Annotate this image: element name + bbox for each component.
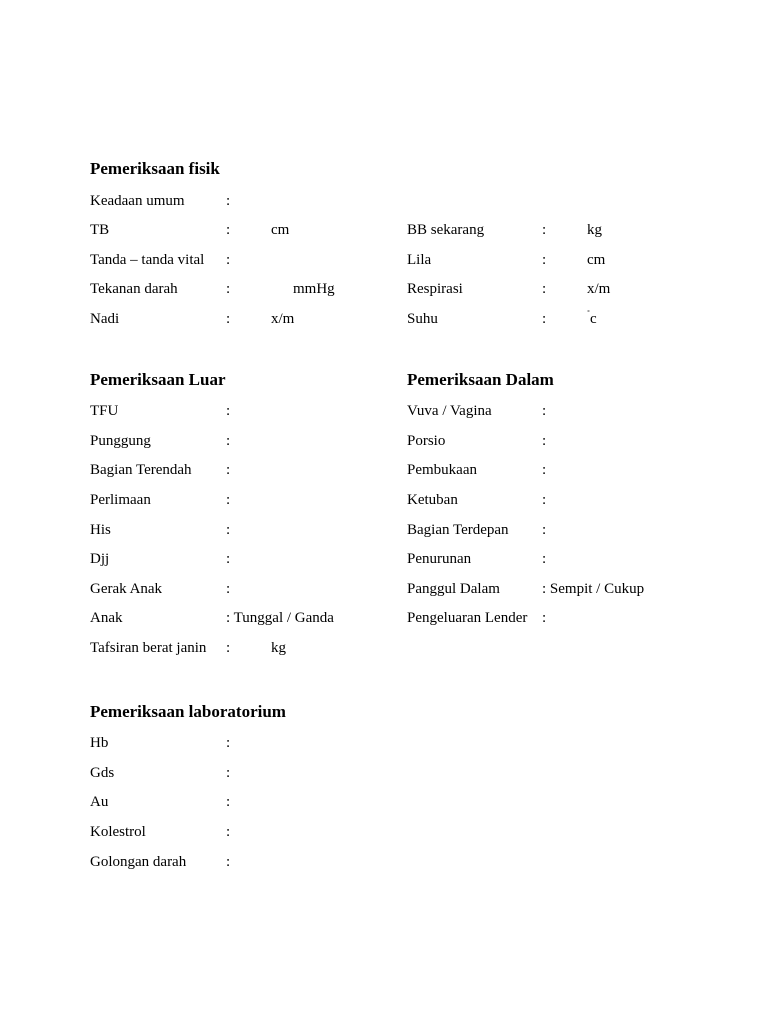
label-pembukaan: Pembukaan [407,462,477,478]
colon: : [226,281,231,297]
label-gds: Gds [90,765,115,781]
unit-tb: cm [271,222,290,238]
label-tanda-vital: Tanda – tanda vital [90,252,205,268]
label-his: His [90,522,111,538]
label-nadi: Nadi [90,311,120,327]
label-tb: TB [90,222,110,238]
label-golongan-darah: Golongan darah [90,854,187,870]
label-au: Au [90,794,109,810]
label-tekanan-darah: Tekanan darah [90,281,178,297]
label-hb: Hb [90,735,109,751]
colon: : [226,311,231,327]
colon: : [226,492,231,508]
label-porsio: Porsio [407,433,446,449]
colon: : [226,581,231,597]
label-anak: Anak [90,610,123,626]
label-tfu: TFU [90,403,119,419]
unit-tafsiran: kg [271,640,286,656]
label-kolestrol: Kolestrol [90,824,146,840]
label-tafsiran-berat-janin: Tafsiran berat janin [90,640,207,656]
colon: : [226,824,231,840]
colon: : [542,551,547,567]
unit-nadi: x/m [271,311,295,327]
colon: : [226,522,231,538]
colon: : [226,735,231,751]
colon: : [542,311,547,327]
colon: : [226,462,231,478]
colon: : [226,794,231,810]
colon: : [542,462,547,478]
colon: : [226,854,231,870]
unit-lila: cm [587,252,606,268]
unit-suhu [587,310,597,329]
label-bagian-terendah: Bagian Terendah [90,462,192,478]
colon: : [542,433,547,449]
colon: : [542,522,547,538]
label-pengeluaran-lender: Pengeluaran Lender [407,610,528,626]
unit-tekanan: mmHg [293,281,335,297]
section-title-luar: Pemeriksaan Luar [90,370,226,389]
section-title-laboratorium: Pemeriksaan laboratorium [90,702,286,721]
unit-suhu-text: c [590,311,597,327]
label-bagian-terdepan: Bagian Terdepan [407,522,509,538]
unit-respirasi: x/m [587,281,611,297]
colon: : [542,281,547,297]
colon: : [542,252,547,268]
colon: : [226,252,231,268]
section-title-fisik: Pemeriksaan fisik [90,159,220,178]
label-vuva-vagina: Vuva / Vagina [407,403,492,419]
label-perlimaan: Perlimaan [90,492,151,508]
label-ketuban: Ketuban [407,492,458,508]
label-suhu: Suhu [407,311,438,327]
label-panggul-dalam: Panggul Dalam [407,581,500,597]
unit-bb: kg [587,222,602,238]
colon: : [226,222,231,238]
colon: : [542,492,547,508]
colon: : [542,222,547,238]
section-title-dalam: Pemeriksaan Dalam [407,370,554,389]
label-lila: Lila [407,252,432,268]
label-penurunan: Penurunan [407,551,472,567]
colon: : [226,433,231,449]
colon: : [542,610,547,626]
colon: : [226,193,231,209]
label-bb-sekarang: BB sekarang [407,222,485,238]
value-anak: : Tunggal / Ganda [226,610,334,626]
label-keadaan-umum: Keadaan umum [90,193,185,209]
value-panggul-dalam: : Sempit / Cukup [542,581,645,597]
label-gerak-anak: Gerak Anak [90,581,163,597]
degree-symbol: ˚ [587,309,590,319]
label-punggung: Punggung [90,433,151,449]
colon: : [226,765,231,781]
label-respirasi: Respirasi [407,281,463,297]
label-djj: Djj [90,551,110,567]
colon: : [226,640,231,656]
colon: : [226,403,231,419]
colon: : [542,403,547,419]
colon: : [226,551,231,567]
